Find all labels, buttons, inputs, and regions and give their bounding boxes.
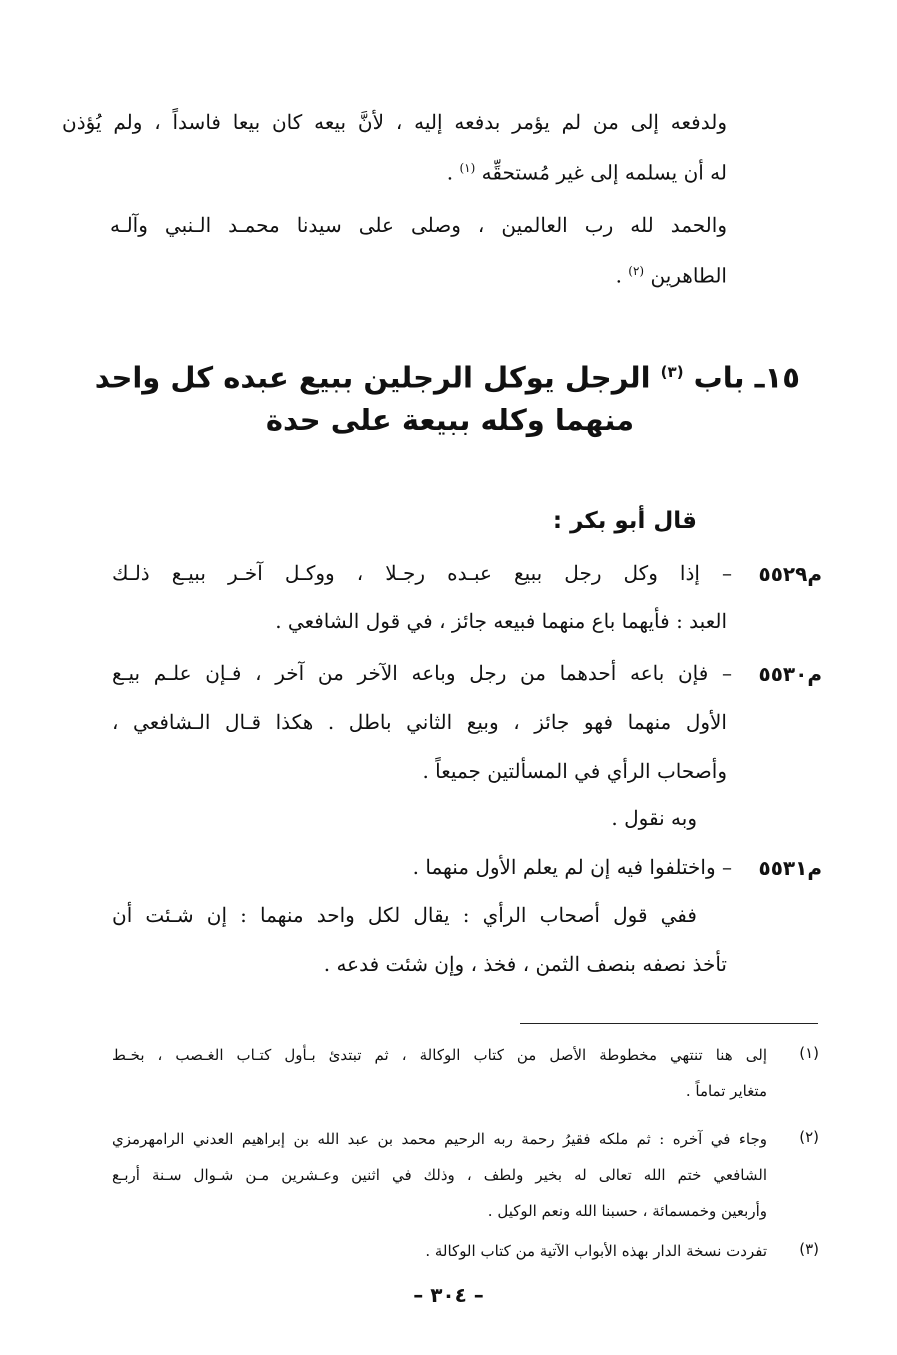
paragraph-line: – إذا وكل رجل ببيع عبـده رجـلا ، ووكـل آخـر ببيـع ذلـك [112,561,732,585]
footnote-number: (١) [799,1044,819,1062]
chapter-title-line: الرجل يوكل الرجلين ببيع عبده كل واحد [94,360,651,395]
paragraph-line: – فإن باعه أحدهما من رجل وباعه الآخر من آخر ، فـإن علـم بيـع [112,661,732,685]
paragraph-line: وبه نقول . [611,806,697,830]
footnote-ref: (١) [459,161,476,175]
footnote-line: إلى هنا تنتهي مخطوطة الأصل من كتاب الوكالة ، ثم تبتدئ بـأول كتـاب الغـصب ، بخـط [112,1046,767,1064]
text-segment: له أن يسلمه إلى غير مُستحقِّه [481,160,727,185]
chapter-title-line: منهما وكله ببيعة على حدة [265,403,635,437]
footnote-line: الشافعي ختم الله تعالى له بخير ولطف ، وذلك في اثنين وعـشرين مـن شـوال سـنة أربـع [112,1166,767,1184]
footnote-line: متغاير تماماً . [685,1082,767,1100]
chapter-number: ١٥ـ باب [693,360,800,395]
text-segment: . [446,160,454,185]
footnote-line: وجاء في آخره : ثم ملكه فقيرُ رحمة ربه الرحيم محمد بن عبد الله بن إبراهيم العدني الرامهرمزي [112,1130,767,1148]
paragraph-line: تأخذ نصفه بنصف الثمن ، فخذ ، وإن شئت فدعه . [323,952,727,976]
entry-number: م٥٥٢٩ [758,562,822,586]
footnote-ref: (٣) [660,363,684,381]
paragraph-line: الأول منهما فهو جائز ، وبيع الثاني باطل . هكذا قـال الـشافعي ، [112,710,727,734]
paragraph-line [616,256,727,291]
page-number: – ٣٠٤ – [413,1283,484,1307]
chapter-heading [94,352,800,398]
paragraph-line [447,153,727,188]
paragraph-line: والحمد لله رب العالمين ، وصلى على سيدنا محمـد الـنبي وآلـه [110,213,727,237]
footnote-number: (٣) [799,1240,819,1258]
text-segment: الطاهرين [650,263,727,288]
paragraph-line: – واختلفوا فيه إن لم يعلم الأول منهما . [412,855,732,879]
section-subheading: قال أبو بكر : [552,508,697,534]
paragraph-line: ففي قول أصحاب الرأي : يقال لكل واحد منهما : إن شـئت أن [112,903,697,927]
footnote-line: تفردت نسخة الدار بهذه الأبواب الآتية من كتاب الوكالة . [425,1242,767,1260]
paragraph-line: ولدفعه إلى من لم يؤمر بدفعه إليه ، لأنَّ بيعه كان بيعا فاسداً ، ولم يُؤذن [62,110,727,134]
paragraph-line: وأصحاب الرأي في المسألتين جميعاً . [422,759,727,783]
footnote-line: وأربعين وخمسمائة ، حسبنا الله ونعم الوكيل . [487,1202,767,1220]
entry-number: م٥٥٣٠ [758,662,822,686]
entry-number: م٥٥٣١ [758,856,822,880]
text-segment: . [615,263,622,288]
footnote-number: (٢) [799,1128,819,1146]
footnote-ref: (٢) [628,264,645,278]
footnote-separator [520,1023,818,1024]
paragraph-line: العبد : فأيهما باع منهما فبيعه جائز ، في قول الشافعي . [275,609,727,633]
